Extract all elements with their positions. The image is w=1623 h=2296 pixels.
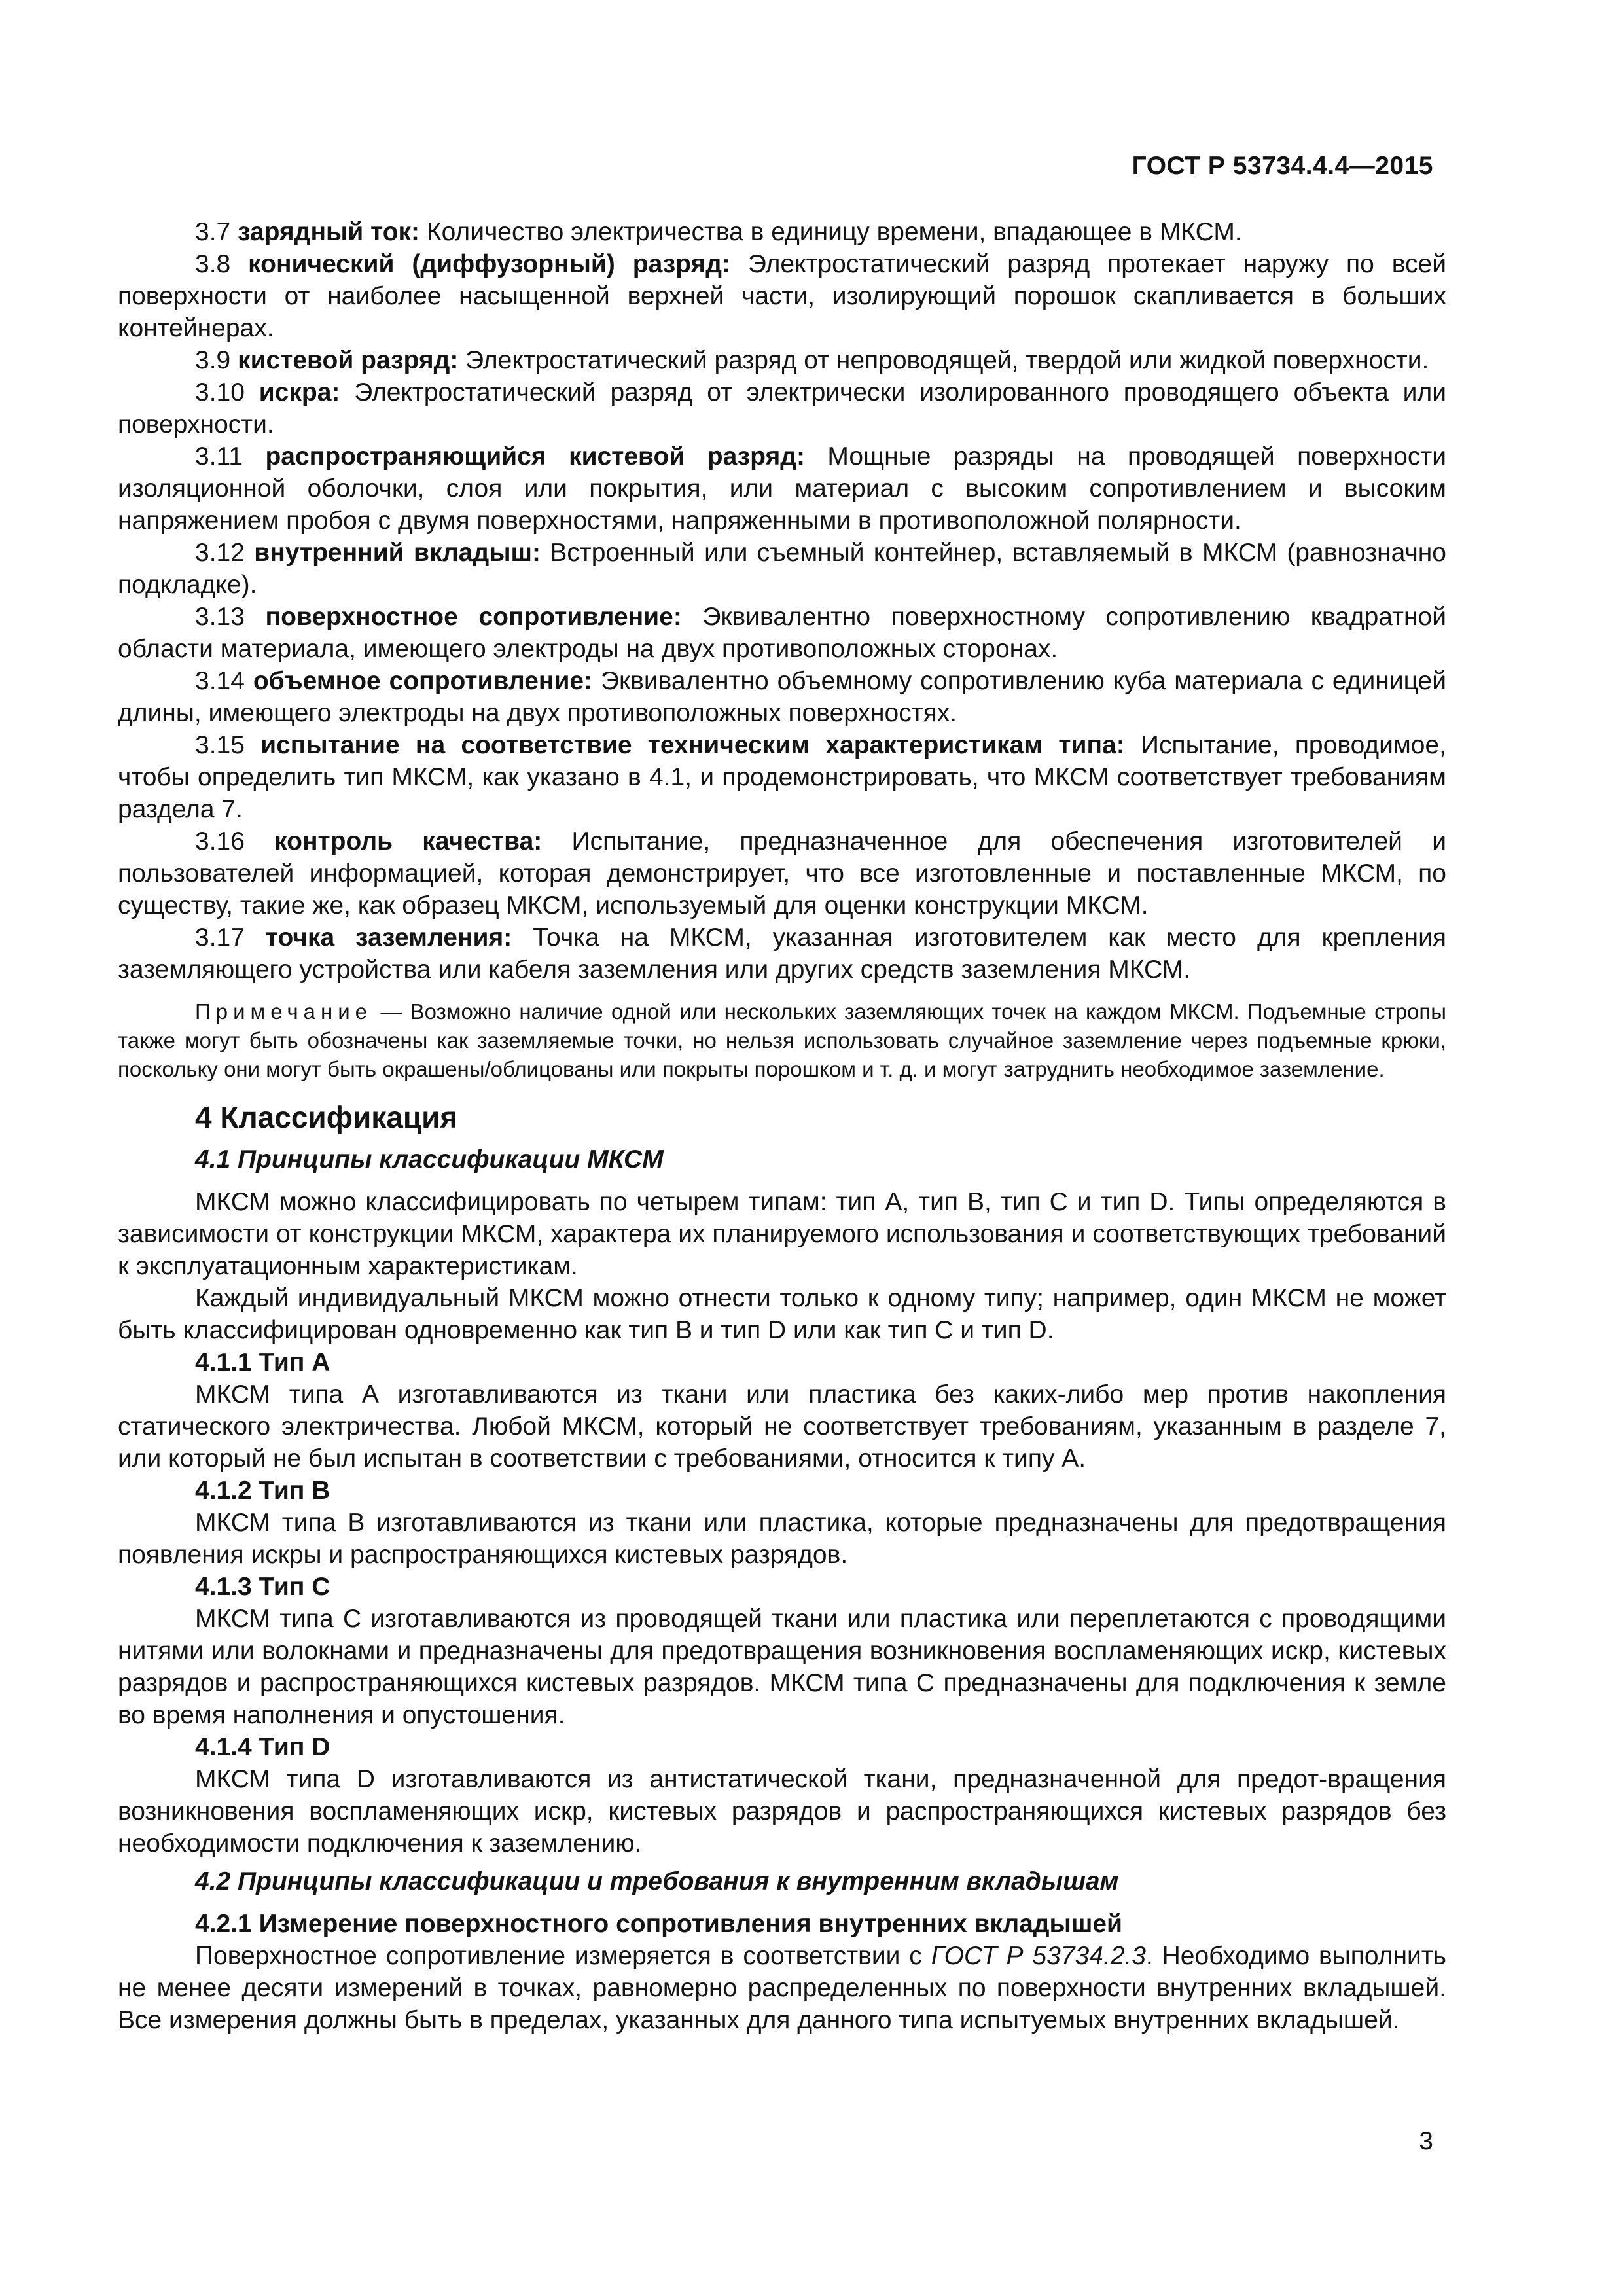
definition-text: Электростатический разряд от непроводящей, твердой или жидкой поверхности.: [458, 346, 1429, 374]
section-4-1-4-text: МКСМ типа D изготавливаются из антистатической ткани, предназначенной для предот-вращения возникновения воспламеняющих искр, кистевых разрядов и распространяющихся кистевых разрядов без необходимости подключения к заземлению.: [118, 1765, 1446, 1857]
section-4-2-1-text: [118, 1940, 1446, 2036]
definition-term: точка заземления:: [265, 924, 512, 952]
section-4-2-1-heading: 4.2.1 Измерение поверхностного сопротивления внутренних вкладышей: [195, 1910, 1123, 1938]
section-4-2-1-text-after: . Необходимо выполнить не менее десяти измерений в точках, равномерно распределенных по поверхности внутренних вкладышей. Все измерения должны быть в пределах, указанных для данного типа испытуемых внутренних вкладышей.: [118, 1942, 1447, 2034]
definition-term: объемное сопротивление:: [253, 667, 593, 695]
definition-term: конический (диффузорный) разряд:: [248, 250, 730, 278]
definition-number: 3.16: [195, 827, 275, 855]
definition-3-12: [118, 537, 1446, 601]
definition-3-15: [118, 729, 1446, 825]
definition-number: 3.13: [195, 603, 266, 631]
definition-term: контроль качества:: [274, 827, 543, 855]
section-4-1-paragraph-1: МКСМ можно классифицировать по четырем типам: тип А, тип В, тип С и тип D. Типы определяются в зависимости от конструкции МКСМ, характера их планируемого использования и соответствующих требований к эксплуатационным характеристикам.: [118, 1188, 1446, 1280]
definition-number: 3.17: [195, 924, 266, 952]
definition-number: 3.9: [195, 346, 238, 374]
definition-3-16: [118, 825, 1446, 922]
definition-text: Электростатический разряд от электрически изолированного проводящего объекта или поверхности.: [118, 378, 1446, 439]
page-number: 3: [1419, 2127, 1433, 2155]
section-4-2-heading: 4.2 Принципы классификации и требования к внутренним вкладышам: [195, 1867, 1119, 1895]
definition-term: зарядный ток:: [238, 218, 420, 246]
section-4-1-1-text: МКСМ типа А изготавливаются из ткани или пластика без каких-либо мер против накопления статического электричества. Любой МКСМ, который не соответствует требованиям, указанным в разделе 7, или который не был испытан в соответствии с требованиями, относится к типу А.: [118, 1380, 1446, 1473]
document-id-header: ГОСТ Р 53734.4.4—2015: [1132, 152, 1433, 180]
definition-number: 3.8: [195, 250, 249, 278]
definition-number: 3.15: [195, 731, 261, 759]
section-4-1-2-text: МКСМ типа В изготавливаются из ткани или пластика, которые предназначены для предотвращения появления искры и распространяющихся кистевых разрядов.: [118, 1509, 1446, 1569]
section-4-1-4-heading: 4.1.4 Тип D: [195, 1733, 330, 1761]
definition-3-8: [118, 248, 1446, 344]
section-4-2-1-text-before: Поверхностное сопротивление измеряется в соответствии с: [195, 1942, 931, 1970]
definition-text: Эквивалентно объемному сопротивлению куба материала с единицей длины, имеющего электроды на двух противоположных поверхностях.: [118, 667, 1446, 727]
section-4-1-paragraph-2: Каждый индивидуальный МКСМ можно отнести только к одному типу; например, один МКСМ не может быть классифицирован одновременно как тип В и тип D или как тип С и тип D.: [118, 1284, 1446, 1344]
definition-text: Количество электричества в единицу времени, впадающее в МКСМ.: [419, 218, 1242, 246]
note-text: — Возможно наличие одной или нескольких заземляющих точек на каждом МКСМ. Подъемные стропы также могут быть обозначены как заземляемые точки, но нельзя использовать случайное заземление через подъемные крюки, поскольку они могут быть окрашены/облицованы или покрыты порошком и т. д. и могут затруднить необходимое заземление.: [118, 999, 1446, 1081]
section-4-1-2-heading: 4.1.2 Тип В: [195, 1477, 330, 1505]
definition-3-10: [118, 376, 1446, 440]
definition-3-7: [118, 216, 1446, 248]
definition-3-13: [118, 601, 1446, 665]
definition-text: Электростатический разряд протекает наружу по всей поверхности от наиболее насыщенной верхней части, изолирующий порошок скапливается в больших контейнерах.: [118, 250, 1446, 342]
section-4-1-heading: 4.1 Принципы классификации МКСМ: [195, 1145, 664, 1174]
section-4-heading: 4 Классификация: [195, 1100, 458, 1134]
section-4-1-3-heading: 4.1.3 Тип С: [195, 1573, 330, 1601]
definition-text: Точка на МКСМ, указанная изготовителем как место для крепления заземляющего устройства или кабеля заземления или других средств заземления МКСМ.: [118, 924, 1446, 984]
definition-term: внутренний вкладыш:: [254, 539, 541, 567]
page-content: [118, 216, 1446, 2036]
definition-3-11: [118, 440, 1446, 537]
section-4-1-3-text: МКСМ типа С изготавливаются из проводящей ткани или пластика или переплетаются с проводящими нитями или волокнами и предназначены для предотвращения возникновения воспламеняющих искр, кистевых разрядов и распространяющихся кистевых разрядов. МКСМ типа С предназначены для подключения к земле во время наполнения и опустошения.: [118, 1605, 1446, 1729]
note-paragraph: [118, 997, 1446, 1084]
definition-number: 3.7: [195, 218, 238, 246]
definition-3-14: [118, 665, 1446, 729]
definition-text: Испытание, предназначенное для обеспечения изготовителей и пользователей информацией, которая демонстрирует, что все изготовленные и поставленные МКСМ, по существу, такие же, как образец МКСМ, используемый для оценки конструкции МКСМ.: [118, 827, 1446, 920]
definition-text: Встроенный или съемный контейнер, вставляемый в МКСМ (равнозначно подкладке).: [118, 539, 1446, 599]
definition-term: испытание на соответствие техническим характеристикам типа:: [260, 731, 1125, 759]
definition-term: кистевой разряд:: [238, 346, 459, 374]
definition-number: 3.12: [195, 539, 255, 567]
definition-text: Эквивалентно поверхностному сопротивлению квадратной области материала, имеющего электроды на двух противоположных сторонах.: [118, 603, 1446, 663]
definition-number: 3.11: [195, 442, 266, 471]
section-4-1-1-heading: 4.1.1 Тип А: [195, 1348, 330, 1376]
definition-term: искра:: [259, 378, 340, 406]
definition-term: распространяющийся кистевой разряд:: [265, 442, 805, 471]
definition-3-9: [118, 344, 1446, 376]
definition-number: 3.14: [195, 667, 253, 695]
definition-text: Мощные разряды на проводящей поверхности изоляционной оболочки, слоя или покрытия, или материал с высоким сопротивлением и высоким напряжением пробоя с двумя поверхностями, напряженными в противоположной полярности.: [118, 442, 1446, 535]
definition-term: поверхностное сопротивление:: [265, 603, 682, 631]
definition-3-17: [118, 922, 1446, 986]
definition-text: Испытание, проводимое, чтобы определить тип МКСМ, как указано в 4.1, и продемонстрировать, что МКСМ соответствует требованиям раздела 7.: [118, 731, 1446, 823]
definition-number: 3.10: [195, 378, 259, 406]
standard-reference: ГОСТ Р 53734.2.3: [931, 1942, 1146, 1970]
note-label: Примечание: [195, 999, 373, 1024]
